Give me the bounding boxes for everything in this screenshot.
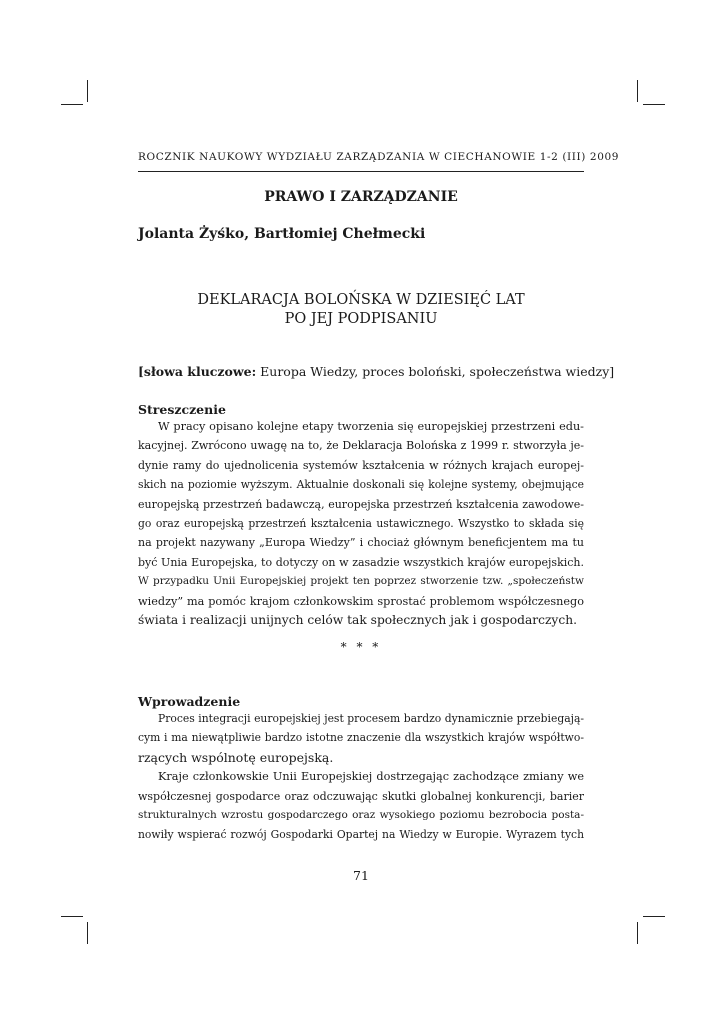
keywords xyxy=(138,364,614,379)
crop-mark xyxy=(87,80,88,102)
intro-line: Proces integracji europejskiej jest procesem bardzo dynamicznie przebiegają- xyxy=(158,712,584,725)
intro-heading: Wprowadzenie xyxy=(138,694,241,709)
title-line-1: DEKLARACJA BOLOŃSKA W DZIESIĘĆ LAT xyxy=(197,292,525,308)
authors: Jolanta Żyśko, Bartłomiej Chełmecki xyxy=(138,226,426,242)
running-header: ROCZNIK NAUKOWY WYDZIAŁU ZARZĄDZANIA W CIECHANOWIE 1-2 (III) 2009 xyxy=(138,151,620,163)
crop-mark xyxy=(61,916,83,917)
page-number: 71 xyxy=(353,868,369,883)
abstract-line: świata i realizacji unijnych celów tak społecznych jak i gospodarczych. xyxy=(138,613,577,628)
crop-mark xyxy=(643,916,665,917)
abstract-line: skich na poziomie wyższym. Aktualnie doskonali się kolejne systemy, obejmujące xyxy=(138,478,584,492)
crop-mark xyxy=(637,80,638,102)
intro-line: współczesnej gospodarce oraz odczuwając skutki globalnej konkurencji, barier xyxy=(138,789,584,803)
crop-mark xyxy=(87,922,88,944)
crop-mark xyxy=(61,104,83,105)
abstract-line: być Unia Europejska, to dotyczy on w zasadzie wszystkich krajów europejskich. xyxy=(138,555,584,569)
abstract-line: W przypadku Unii Europejskiej projekt ten poprzez stworzenie tzw. „społeczeństw xyxy=(138,575,584,588)
section-title: PRAWO I ZARZĄDZANIE xyxy=(264,189,458,205)
abstract-line: kacyjnej. Zwrócono uwagę na to, że Deklaracja Bolońska z 1999 r. stworzyła je- xyxy=(138,439,584,453)
abstract-line: W pracy opisano kolejne etapy tworzenia się europejskiej przestrzeni edu- xyxy=(158,420,584,433)
intro-line: nowiły wspierać rozwój Gospodarki Opartej na Wiedzy w Europie. Wyrazem tych xyxy=(138,828,584,842)
intro-line: strukturalnych wzrostu gospodarczego oraz wysokiego poziomu bezrobocia posta- xyxy=(138,809,584,822)
crop-mark xyxy=(643,104,665,105)
keywords-text: Europa Wiedzy, proces boloński, społeczeństwa wiedzy] xyxy=(256,364,615,379)
intro-line: cym i ma niewątpliwie bardzo istotne znaczenie dla wszystkich krajów współtwo- xyxy=(138,731,584,745)
abstract-line: na projekt nazywany „Europa Wiedzy” i chociaż głównym beneficjentem ma tu xyxy=(138,536,584,550)
article-title xyxy=(138,291,584,329)
abstract-heading: Streszczenie xyxy=(138,402,226,417)
title-line-2: PO JEJ PODPISANIU xyxy=(284,311,438,327)
abstract-line: europejską przestrzeń badawczą, europejska przestrzeń kształcenia zawodowe- xyxy=(138,497,584,511)
abstract-line: dynie ramy do ujednolicenia systemów kształcenia w różnych krajach europej- xyxy=(138,458,584,472)
abstract-line: wiedzy” ma pomóc krajom członkowskim sprostać problemom współczesnego xyxy=(138,594,584,608)
abstract-line: go oraz europejską przestrzeń kształcenia ustawicznego. Wszystko to składa się xyxy=(138,517,584,531)
section-separator: * * * xyxy=(340,640,382,654)
intro-body xyxy=(138,709,584,845)
crop-mark xyxy=(637,922,638,944)
intro-line: Kraje członkowskie Unii Europejskiej dostrzegając zachodzące zmiany we xyxy=(158,770,584,784)
keywords-label: [słowa kluczowe: xyxy=(138,364,257,379)
abstract-body xyxy=(138,417,584,630)
header-rule xyxy=(138,171,584,172)
intro-line: rzących wspólnotę europejską. xyxy=(138,749,334,765)
